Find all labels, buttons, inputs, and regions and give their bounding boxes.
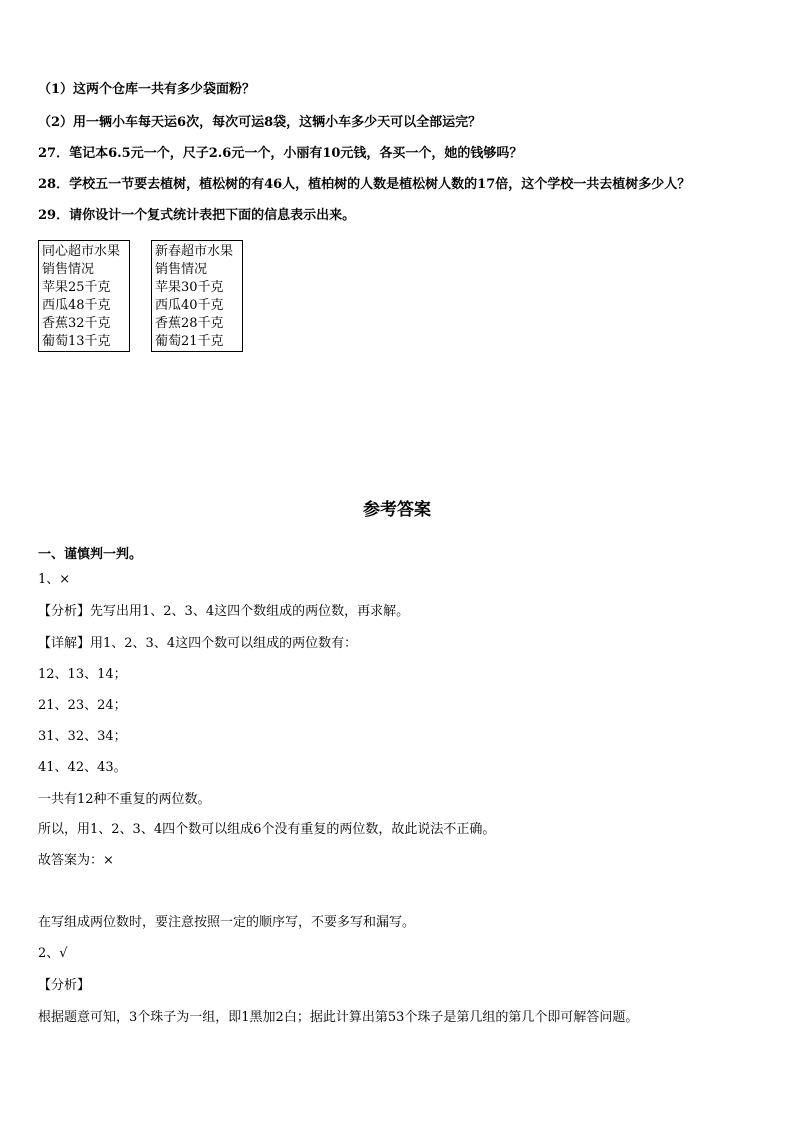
info-line: 苹果25千克 bbox=[42, 280, 111, 295]
answer-1-row: 31、32、34； bbox=[38, 729, 127, 744]
answer-1-row: 12、13、14； bbox=[38, 667, 127, 682]
info-line: 新春超市水果 bbox=[155, 244, 234, 259]
question-27: 27．笔记本6.5元一个，尺子2.6元一个，小丽有10元钱，各买一个，她的钱够吗？ bbox=[38, 146, 523, 161]
question-28: 28．学校五一节要去植树，植松树的有46人，植柏树的人数是植松树人数的17倍，这个学校一共去植树多少人？ bbox=[38, 177, 691, 192]
info-line: 西瓜40千克 bbox=[155, 298, 224, 313]
question-29: 29．请你设计一个复式统计表把下面的信息表示出来。 bbox=[38, 208, 356, 223]
answer-1-row: 41、42、43。 bbox=[38, 760, 127, 775]
answers-title: 参考答案 bbox=[363, 500, 431, 520]
info-line: 葡萄13千克 bbox=[42, 334, 111, 349]
info-line: 葡萄21千克 bbox=[155, 334, 224, 349]
answer-1-total: 一共有12种不重复的两位数。 bbox=[38, 792, 211, 807]
info-line: 香蕉32千克 bbox=[42, 316, 111, 331]
info-box-xinchun bbox=[151, 240, 243, 352]
info-line: 香蕉28千克 bbox=[155, 316, 224, 331]
info-line: 销售情况 bbox=[155, 262, 208, 277]
answer-2-analysis: 根据题意可知，3个珠子为一组，即1黑加2白；据此计算出第53个珠子是第几组的第几个即可解答问题。 bbox=[38, 1010, 639, 1025]
answer-1-analysis: 【分析】先写出用1、2、3、4这四个数组成的两位数，再求解。 bbox=[38, 604, 410, 619]
answer-1-mark: 1、× bbox=[38, 572, 71, 587]
answer-2-mark: 2、√ bbox=[38, 946, 68, 961]
answer-1-detail: 【详解】用1、2、3、4这四个数可以组成的两位数有： bbox=[38, 636, 358, 651]
question-2: （2）用一辆小车每天运6次，每次可运8袋，这辆小车多少天可以全部运完？ bbox=[38, 115, 482, 130]
info-line: 西瓜48千克 bbox=[42, 298, 111, 313]
info-line: 同心超市水果 bbox=[42, 244, 121, 259]
info-line: 苹果30千克 bbox=[155, 280, 224, 295]
answer-2-analysis-label: 【分析】 bbox=[38, 978, 91, 993]
question-1: （1）这两个仓库一共有多少袋面粉？ bbox=[38, 82, 256, 97]
info-box-tongxin bbox=[38, 240, 130, 352]
answer-1-conclusion: 所以，用1、2、3、4四个数可以组成6个没有重复的两位数，故此说法不正确。 bbox=[38, 822, 496, 837]
section-heading: 一、谨慎判一判。 bbox=[38, 547, 143, 562]
answer-1-answer: 故答案为：× bbox=[38, 853, 114, 868]
answer-1-row: 21、23、24； bbox=[38, 698, 127, 713]
info-line: 销售情况 bbox=[42, 262, 95, 277]
answer-1-note: 在写组成两位数时，要注意按照一定的顺序写，不要多写和漏写。 bbox=[38, 915, 416, 930]
